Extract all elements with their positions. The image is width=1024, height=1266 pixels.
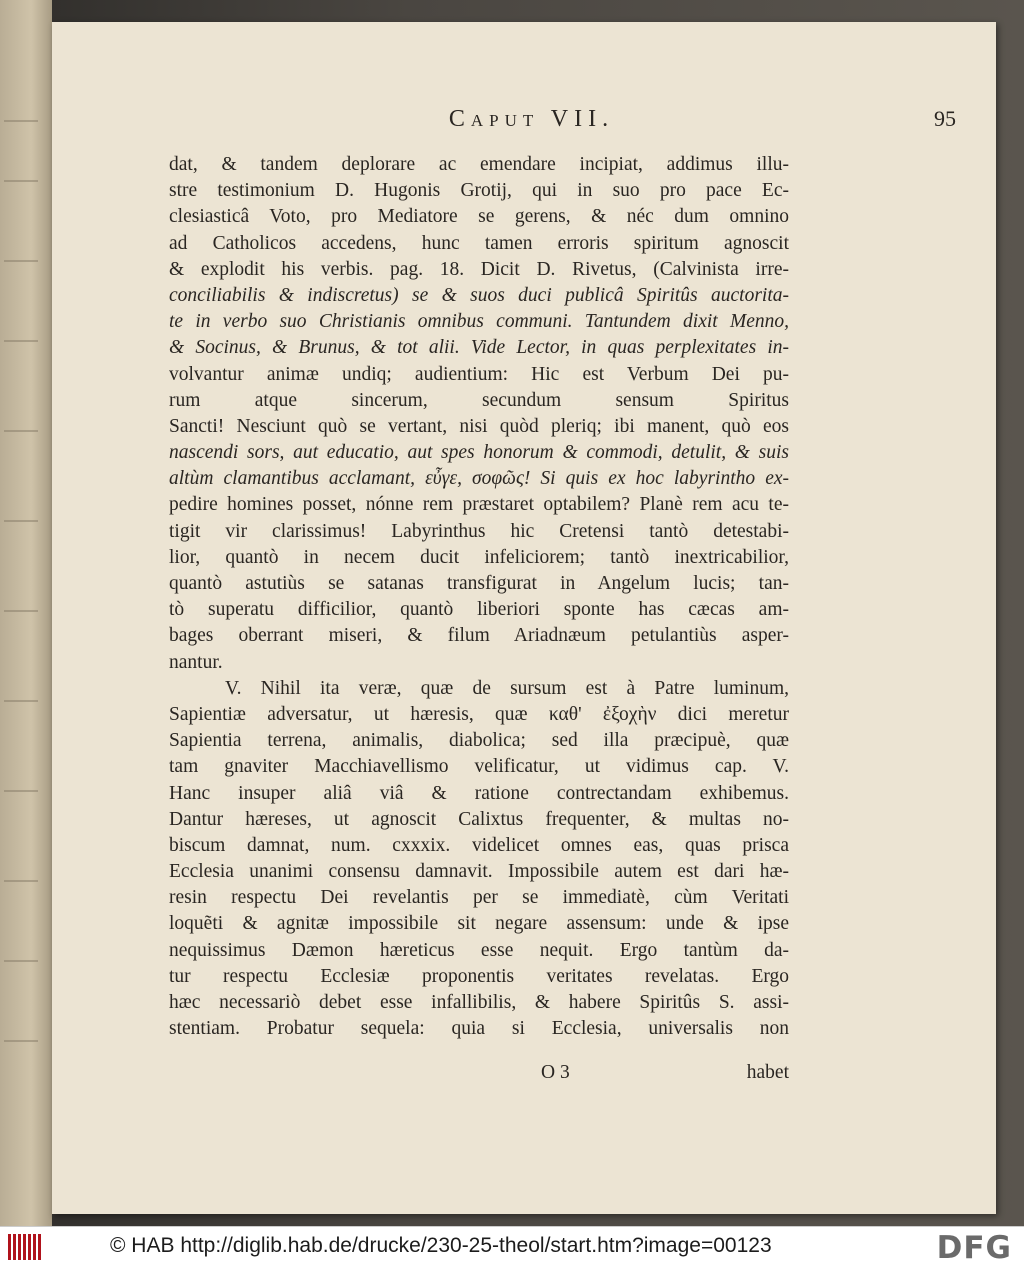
running-title: Caput VII. [448, 106, 615, 132]
text-line: resin respectu Dei revelantis per se immediatè, cùm Veritati [169, 887, 789, 909]
text-line: hæc necessariò debet esse infallibilis, & habere Spiritûs S. assi- [169, 992, 789, 1013]
text-line: dat, & tandem deplorare ac emendare incipiat, addimus illu- [169, 154, 789, 175]
text-line: tam gnaviter Macchiavellismo velificatur, ut vidimus cap. V. [169, 756, 789, 778]
text-line: Dantur hæreses, ut agnoscit Calixtus frequenter, & multas no- [169, 808, 789, 830]
signature-mark: O 3 [541, 1062, 570, 1083]
text-line: clesiasticâ Voto, pro Mediatore se gerens, & néc dum omnino [169, 206, 789, 228]
body-text [169, 152, 789, 1042]
text-line: te in verbo suo Christianis omnibus communi. Tantundem dixit Menno, [169, 311, 789, 333]
text-line: nequissimus Dæmon hæreticus esse nequit. Ergo tantùm da- [169, 939, 789, 961]
catchword: habet [746, 1062, 789, 1083]
text-line: quantò astutiùs se satanas transfigurat in Angelum lucis; tan- [169, 573, 789, 594]
text-line: & explodit his verbis. pag. 18. Dicit D. Rivetus, (Calvinista irre- [169, 258, 789, 280]
text-line: lior, quantò in necem ducit infeliciorem; tantò inextricabilior, [169, 546, 789, 568]
text-line: tò superatu difficilior, quantò liberiori sponte has cæcas am- [169, 599, 789, 621]
text-line: Sapientiæ adversatur, ut hæresis, quæ καθ' ἐξοχὴν dici meretur [169, 703, 789, 725]
dfg-logo: DFG [936, 1230, 1012, 1266]
hab-logo-icon [8, 1234, 44, 1260]
text-line: stre testimonium D. Hugonis Grotij, qui in suo pro pace Ec- [169, 180, 789, 202]
text-line: nantur. [169, 651, 223, 673]
text-line: altùm clamantibus acclamant, εὖγε, σοφῶς! Si quis ex hoc labyrintho ex- [169, 468, 789, 490]
text-line: biscum damnat, num. cxxxix. videlicet omnes eas, quas prisca [169, 834, 789, 856]
credit-bar [0, 1226, 1024, 1266]
text-line: loquẽti & agnitæ impossibile sit negare assensum: unde & ipse [169, 913, 789, 935]
text-line: rum atque sincerum, secundum sensum Spiritus [169, 389, 789, 411]
text-line: & Socinus, & Brunus, & tot alii. Vide Lector, in quas perplexitates in- [169, 337, 789, 359]
text-line: Ecclesia unanimi consensu damnavit. Impossibile autem est dari hæ- [169, 861, 789, 883]
text-line: volvantur animæ undiq; audientium: Hic est Verbum Dei pu- [169, 363, 789, 385]
book-page [52, 22, 996, 1214]
text-line: bages oberrant miseri, & filum Ariadnæum petulantiùs asper- [169, 625, 789, 647]
text-line: Sapientia terrena, animalis, diabolica; sed illa præcipuè, quæ [169, 730, 789, 752]
text-line: conciliabilis & indiscretus) se & suos duci publicâ Spiritûs auctorita- [169, 284, 789, 306]
text-line: tur respectu Ecclesiæ proponentis veritates revelatas. Ergo [169, 965, 789, 987]
page-header [107, 106, 956, 136]
text-line: pedire homines posset, nónne rem præstaret optabilem? Planè rem acu te- [169, 494, 789, 516]
text-line: Hanc insuper aliâ viâ & ratione contrectandam exhibemus. [169, 782, 789, 804]
text-line: nascendi sors, aut educatio, aut spes honorum & commodi, detulit, & suis [169, 442, 789, 464]
previous-page-edge [0, 0, 52, 1226]
text-line: tigit vir clarissimus! Labyrinthus hic Cretensi tantò detestabi- [169, 520, 789, 542]
page-footer [169, 1062, 789, 1088]
text-line: stentiam. Probatur sequela: quia si Ecclesia, universalis non [169, 1018, 789, 1040]
text-line: Sancti! Nesciunt quò se vertant, nisi quòd pleriq; ibi manent, quò eos [169, 415, 789, 437]
text-line: ad Catholicos accedens, hunc tamen erroris spiritum agnoscit [169, 232, 789, 254]
text-line: V. Nihil ita veræ, quæ de sursum est à Patre luminum, [225, 677, 789, 699]
page-number: 95 [934, 106, 956, 131]
credit-link[interactable]: © HAB http://diglib.hab.de/drucke/230-25-theol/start.htm?image=00123 [110, 1234, 772, 1257]
